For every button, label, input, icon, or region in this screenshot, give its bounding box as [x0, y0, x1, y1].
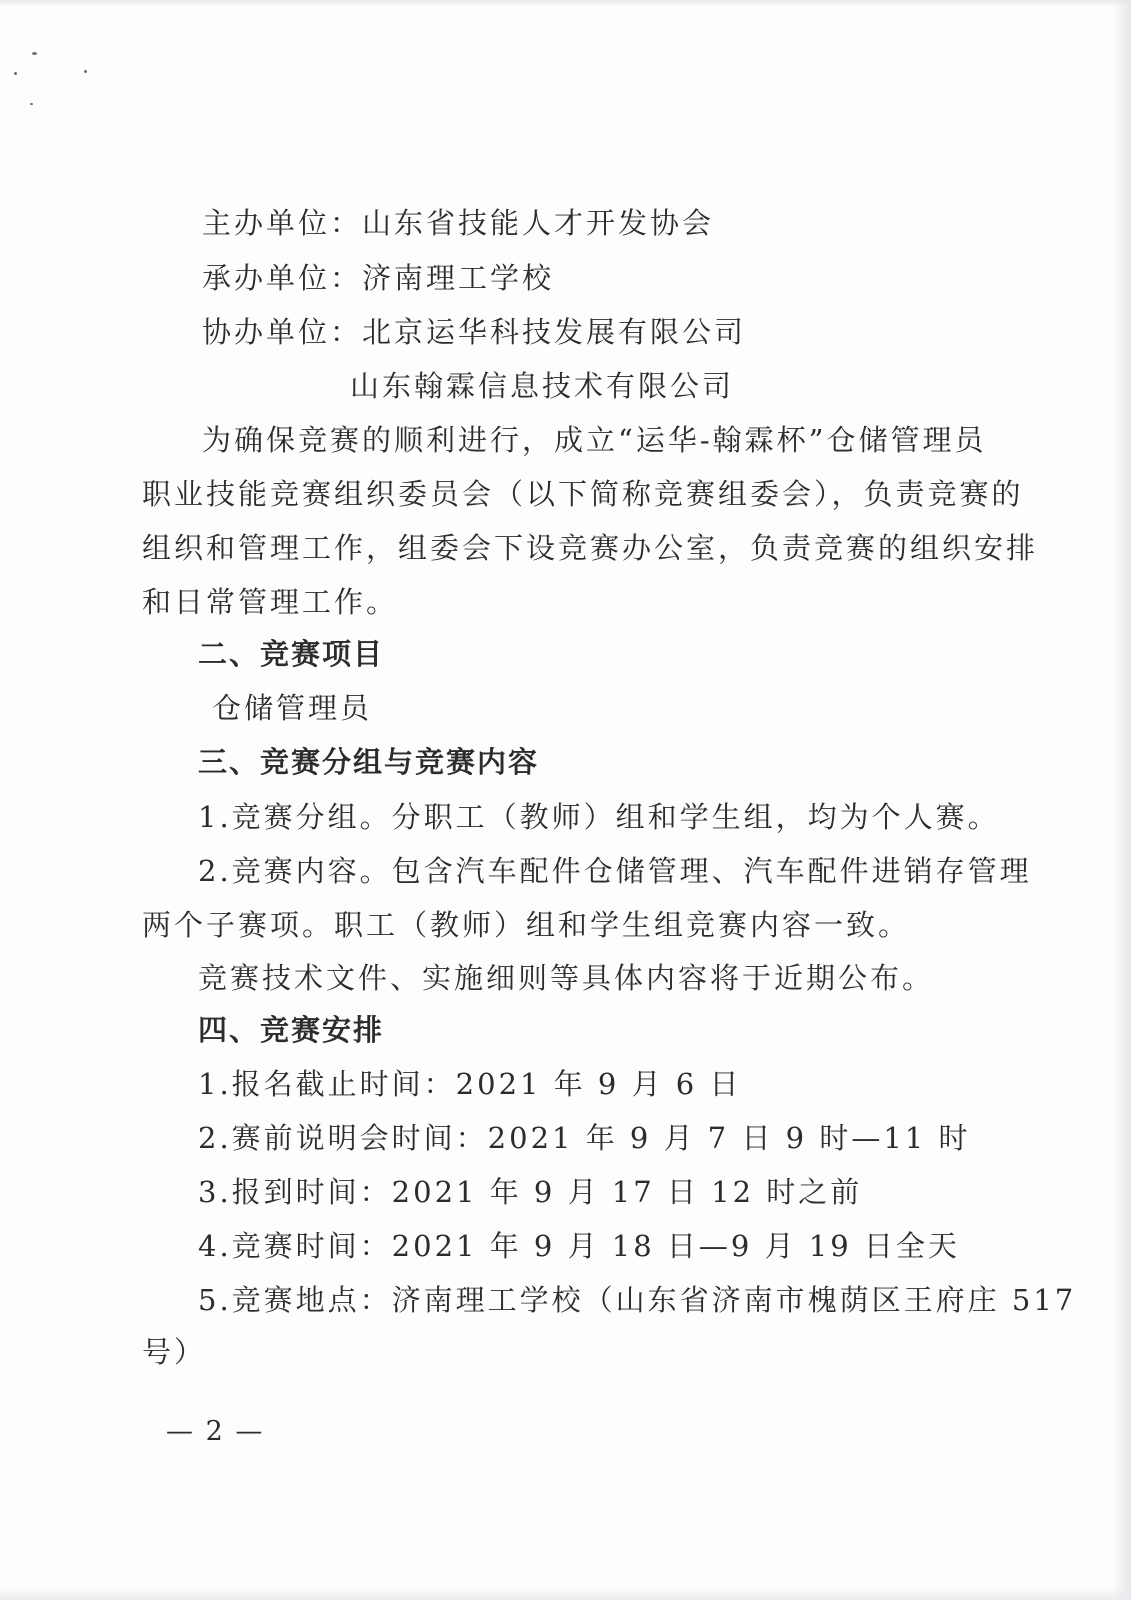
undertaker-value: 济南理工学校: [362, 261, 555, 295]
scan-speck: [14, 72, 17, 75]
schedule-item-5-line-1: 5.竞赛地点：济南理工学校（山东省济南市槐荫区王府庄 517: [198, 1283, 1077, 1317]
scan-edge-top: [0, 0, 1131, 6]
co-organizer-label: 协办单位：: [202, 315, 363, 349]
undertaker-row: [202, 258, 554, 298]
section-2-heading: 二、竞赛项目: [198, 637, 385, 671]
scan-speck: [84, 70, 87, 73]
section-3-paragraph-2-line-2: 两个子赛项。职工（教师）组和学生组竞赛内容一致。: [142, 908, 911, 942]
schedule-item-3: 3.报到时间：2021 年 9 月 17 日 12 时之前: [198, 1175, 863, 1209]
schedule-item-4: 4.竞赛时间：2021 年 9 月 18 日—9 月 19 日全天: [198, 1229, 960, 1263]
host-label: 主办单位：: [202, 206, 363, 240]
scan-edge-bottom: [0, 1586, 1131, 1600]
section-3-paragraph-1: 1.竞赛分组。分职工（教师）组和学生组，均为个人赛。: [198, 800, 1000, 834]
co-organizer-row: [202, 312, 746, 352]
section-3-paragraph-2-line-1: 2.竞赛内容。包含汽车配件仓储管理、汽车配件进销存管理: [198, 854, 1032, 888]
co-organizer-value-2: 山东翰霖信息技术有限公司: [350, 369, 735, 403]
scan-edge-right: [1113, 0, 1131, 1600]
undertaker-label: 承办单位：: [202, 261, 363, 295]
section-3-heading: 三、竞赛分组与竞赛内容: [198, 745, 540, 779]
scan-speck: [32, 52, 37, 55]
intro-line-3: 组织和管理工作，组委会下设竞赛办公室，负责竞赛的组织安排: [142, 531, 1039, 565]
schedule-item-2: 2.赛前说明会时间：2021 年 9 月 7 日 9 时—11 时: [198, 1121, 971, 1155]
host-value: 山东省技能人才开发协会: [362, 206, 715, 240]
intro-line-4: 和日常管理工作。: [142, 585, 399, 619]
intro-line-1: 为确保竞赛的顺利进行，成立“运华-翰霖杯”仓储管理员: [202, 423, 987, 457]
section-3-paragraph-3: 竞赛技术文件、实施细则等具体内容将于近期公布。: [198, 961, 935, 995]
section-2-item: 仓储管理员: [212, 691, 373, 725]
intro-line-2: 职业技能竞赛组织委员会（以下简称竞赛组委会），负责竞赛的: [142, 477, 1024, 511]
host-organizer-row: [202, 203, 714, 243]
page-number: — 2 —: [166, 1416, 265, 1447]
co-organizer-value-1: 北京运华科技发展有限公司: [362, 315, 747, 349]
schedule-item-1: 1.报名截止时间：2021 年 9 月 6 日: [198, 1067, 742, 1101]
scan-speck: [30, 103, 33, 105]
schedule-item-5-line-2: 号）: [142, 1335, 207, 1369]
section-4-heading: 四、竞赛安排: [198, 1013, 385, 1047]
